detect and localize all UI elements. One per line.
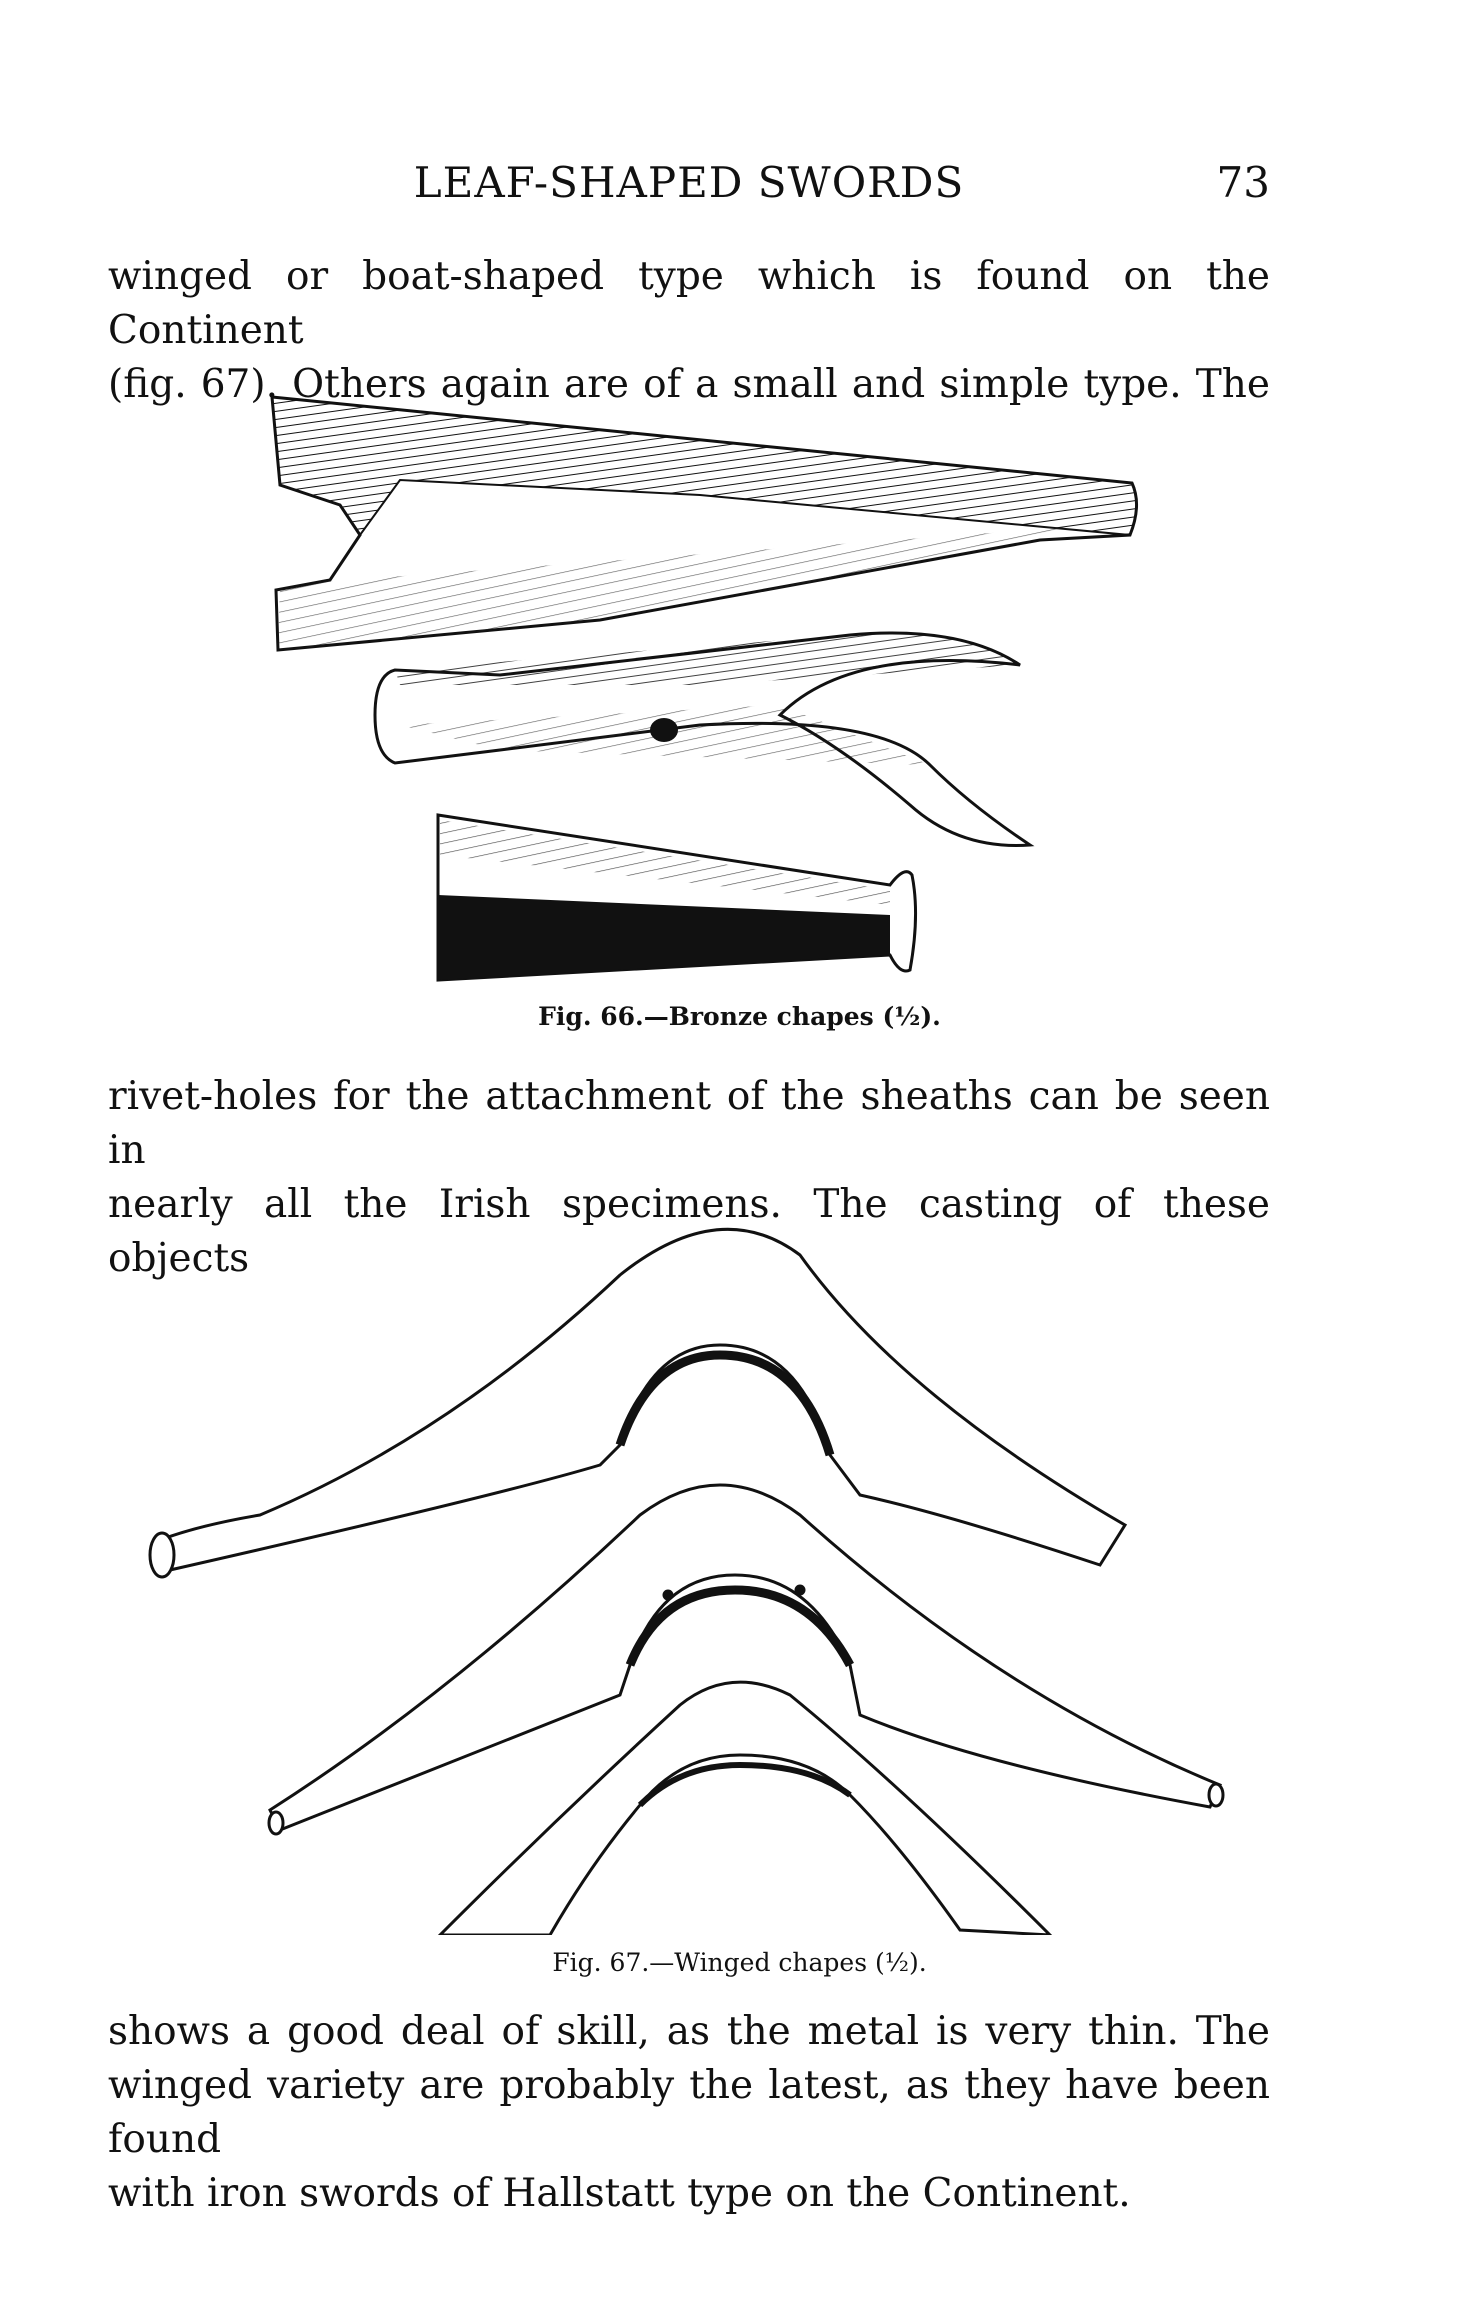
text-line: with iron swords of Hallstatt type on the Continent. (108, 2171, 1131, 2216)
text-line: rivet-holes for the attachment of the sheaths can be seen in (108, 1074, 1270, 1173)
text-line: nearly all the Irish specimens. The casting of these objects (108, 1182, 1270, 1281)
figure-66-caption: Fig. 66.—Bronze chapes (½). (538, 1002, 941, 1031)
page-number: 73 (1216, 158, 1270, 207)
figure-67-winged-chapes (0, 1195, 1479, 1935)
chape-bottom (438, 815, 916, 980)
text-line: (fig. 67). Others again are of a small and simple type. The (108, 362, 1270, 407)
figure-67-caption: Fig. 67.—Winged chapes (½). (552, 1948, 927, 1977)
text-line: shows a good deal of skill, as the metal is very thin. The (108, 2009, 1270, 2054)
page-header (108, 158, 1270, 208)
chape-top (272, 397, 1137, 650)
text-line: winged or boat-shaped type which is found on the Continent (108, 254, 1270, 353)
figure-66-bronze-chapes (0, 385, 1479, 985)
chape-middle (375, 633, 1030, 846)
text-line: winged variety are probably the latest, as they have been found (108, 2063, 1270, 2162)
running-title: LEAF-SHAPED SWORDS (413, 158, 965, 207)
paragraph-3 (108, 2005, 1270, 2221)
